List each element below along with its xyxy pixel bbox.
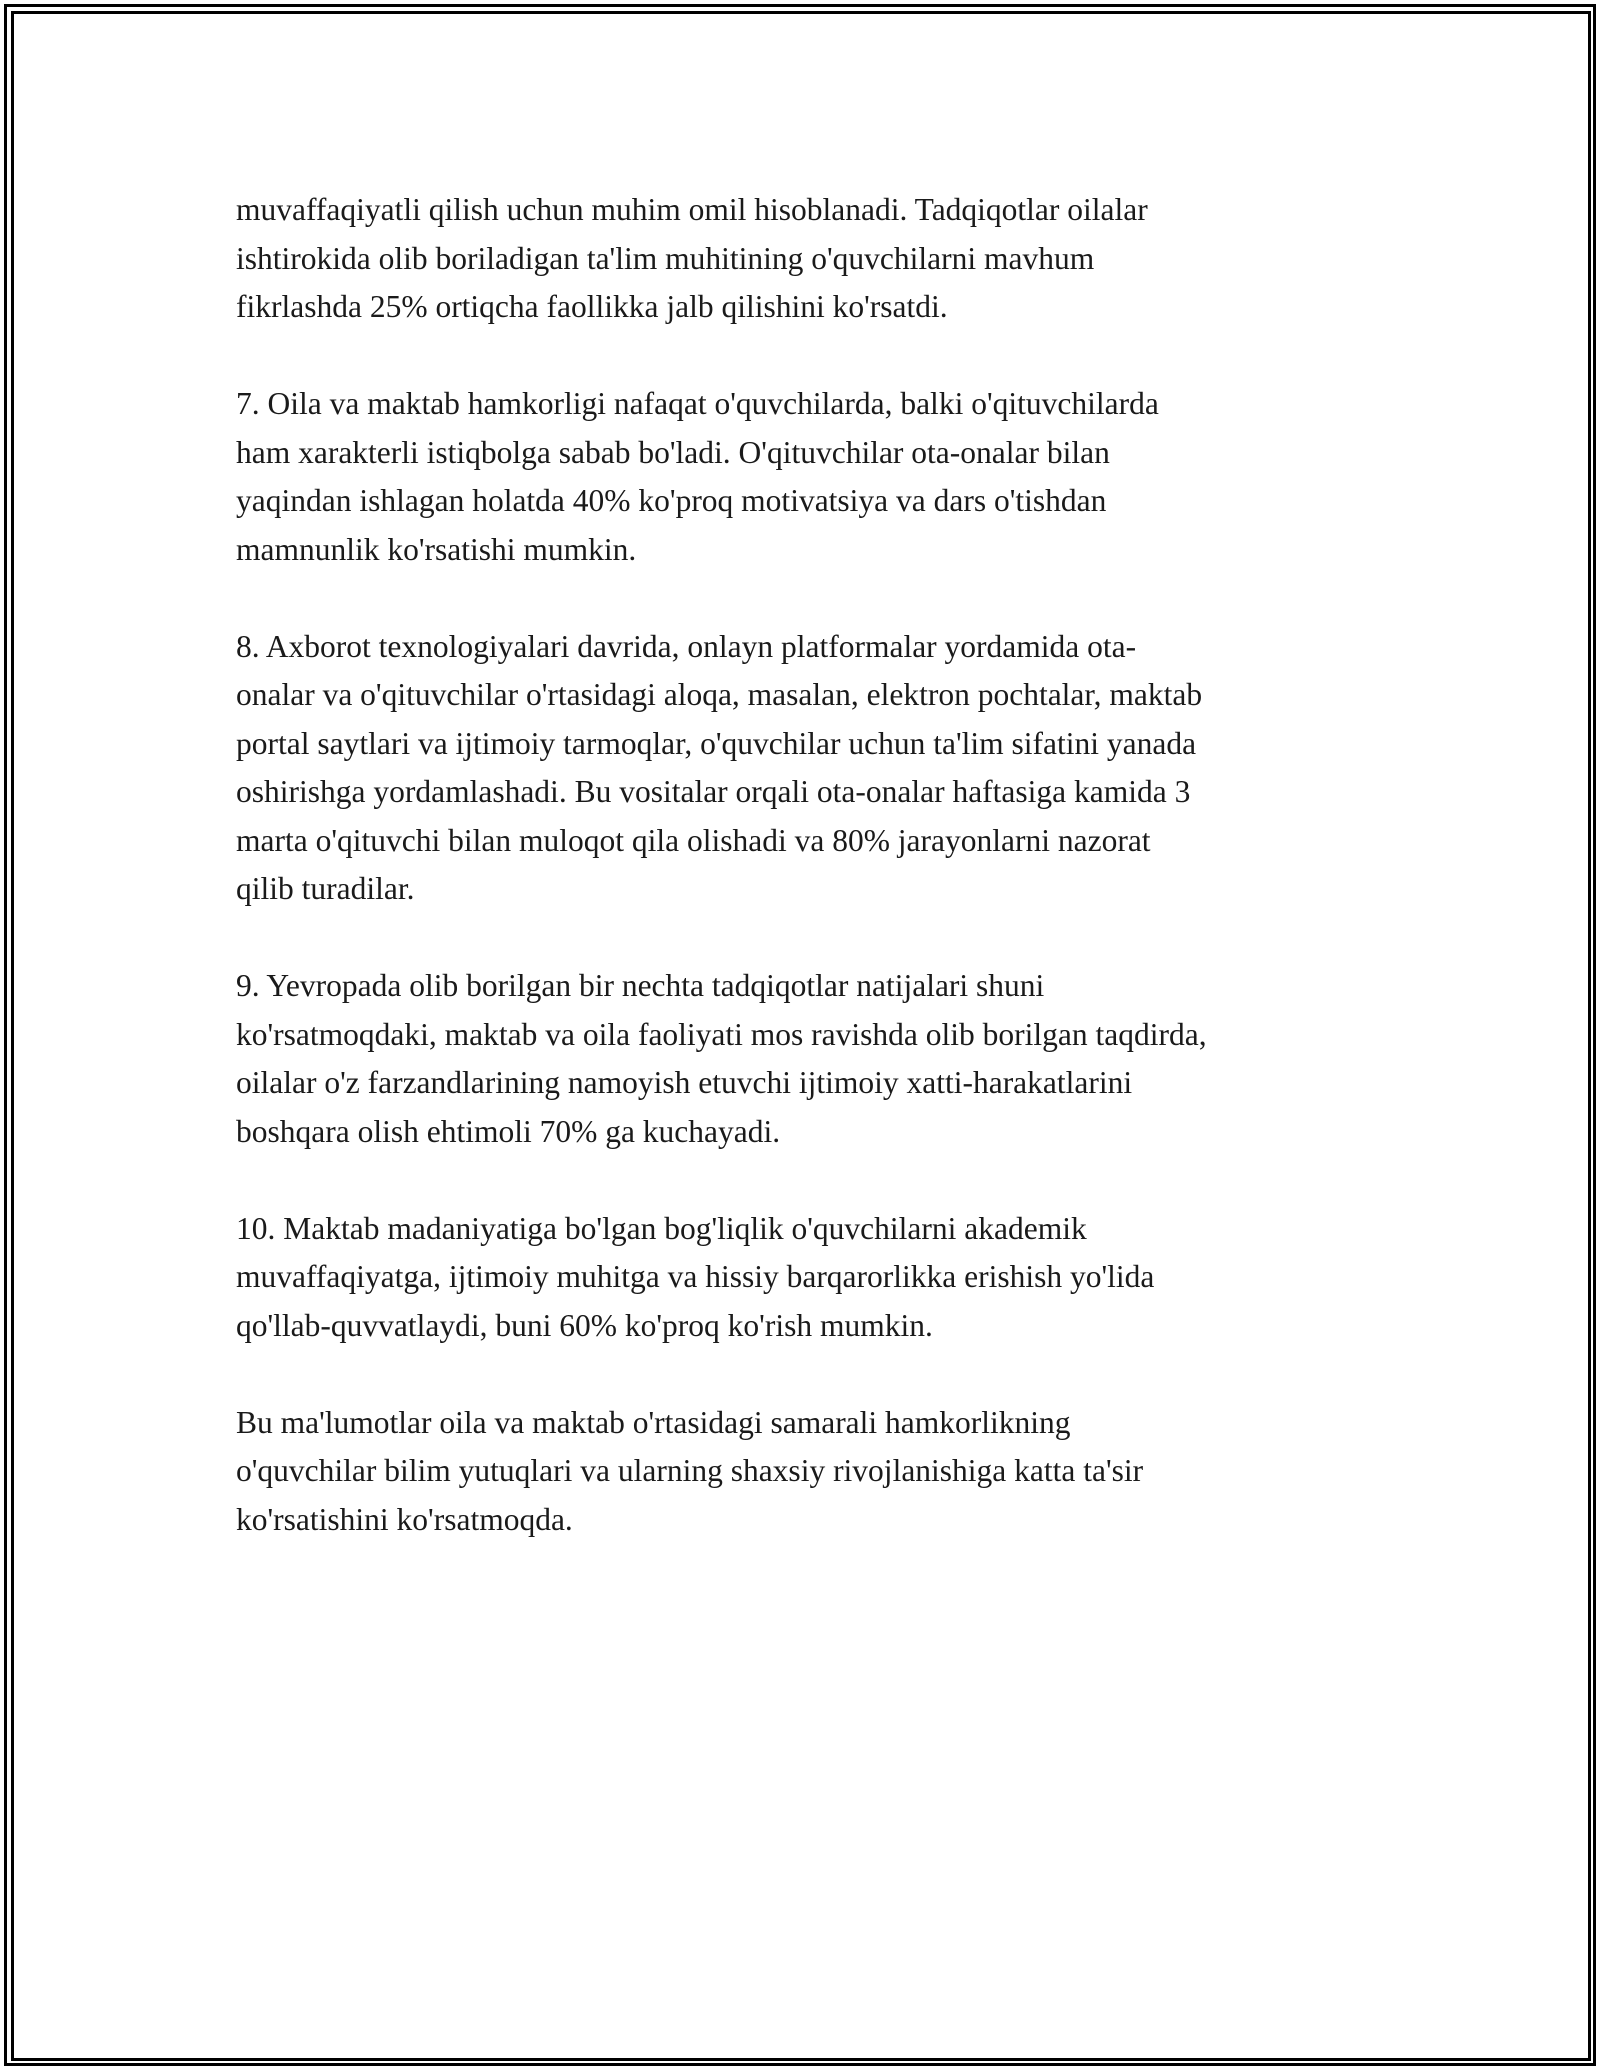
text-line: muvaffaqiyatli qilish uchun muhim omil hisoblanadi. Tadqiqotlar oilalar [236, 192, 1148, 227]
paragraph-item-7 [236, 380, 1396, 574]
paragraph-conclusion [236, 1399, 1396, 1545]
text-line: marta o'qituvchi bilan muloqot qila olishadi va 80% jarayonlarni nazorat [236, 822, 1151, 858]
paragraph-item-8 [236, 623, 1396, 914]
text-line: muvaffaqiyatga, ijtimoiy muhitga va hissiy barqarorlikka erishish yo'lida [236, 1259, 1155, 1294]
document-body [236, 186, 1396, 1593]
paragraph-item-9 [236, 962, 1396, 1156]
text-line: ko'rsatmoqdaki, maktab va oila faoliyati mos ravishda olib borilgan taqdirda, [236, 1016, 1207, 1052]
text-line: ham xarakterli istiqbolga sabab bo'ladi. O'qituvchilar ota-onalar bilan [236, 434, 1110, 470]
text-line: oilalar o'z farzandlarining namoyish etuvchi ijtimoiy xatti-harakatlarini [236, 1065, 1133, 1100]
text-line: boshqara olish ehtimoli 70% ga kuchayadi. [236, 1113, 781, 1149]
paragraph-item-10 [236, 1205, 1396, 1351]
text-line: qilib turadilar. [236, 871, 415, 906]
text-line: 10. Maktab madaniyatiga bo'lgan bog'liqlik o'quvchilarni akademik [236, 1210, 1087, 1246]
text-line: Bu ma'lumotlar oila va maktab o'rtasidagi samarali hamkorlikning [236, 1404, 1071, 1440]
text-line: fikrlashda 25% ortiqcha faollikka jalb qilishini ko'rsatdi. [236, 289, 948, 324]
text-line: portal saytlari va ijtimoiy tarmoqlar, o'quvchilar uchun ta'lim sifatini yanada [236, 725, 1197, 761]
text-line: o'quvchilar bilim yutuqlari va ularning shaxsiy rivojlanishiga katta ta'sir [236, 1453, 1144, 1488]
text-line: yaqindan ishlagan holatda 40% ko'proq motivatsiya va dars o'tishdan [236, 483, 1107, 518]
text-line: oshirishga yordamlashadi. Bu vositalar orqali ota-onalar haftasiga kamida 3 [236, 774, 1191, 809]
paragraph-continuation [236, 186, 1396, 332]
text-line: ko'rsatishini ko'rsatmoqda. [236, 1501, 573, 1537]
text-line: ishtirokida olib boriladigan ta'lim muhitining o'quvchilarni mavhum [236, 240, 1095, 276]
text-line: 7. Oila va maktab hamkorligi nafaqat o'quvchilarda, balki o'qituvchilarda [236, 386, 1159, 421]
text-line: 9. Yevropada olib borilgan bir nechta tadqiqotlar natijalari shuni [236, 968, 1045, 1003]
text-line: 8. Axborot texnologiyalari davrida, onlayn platformalar yordamida ota- [236, 628, 1137, 664]
text-line: onalar va o'qituvchilar o'rtasidagi aloqa, masalan, elektron pochtalar, maktab [236, 677, 1203, 712]
text-line: qo'llab-quvvatlaydi, buni 60% ko'proq ko'rish mumkin. [236, 1307, 933, 1343]
text-line: mamnunlik ko'rsatishi mumkin. [236, 531, 637, 567]
